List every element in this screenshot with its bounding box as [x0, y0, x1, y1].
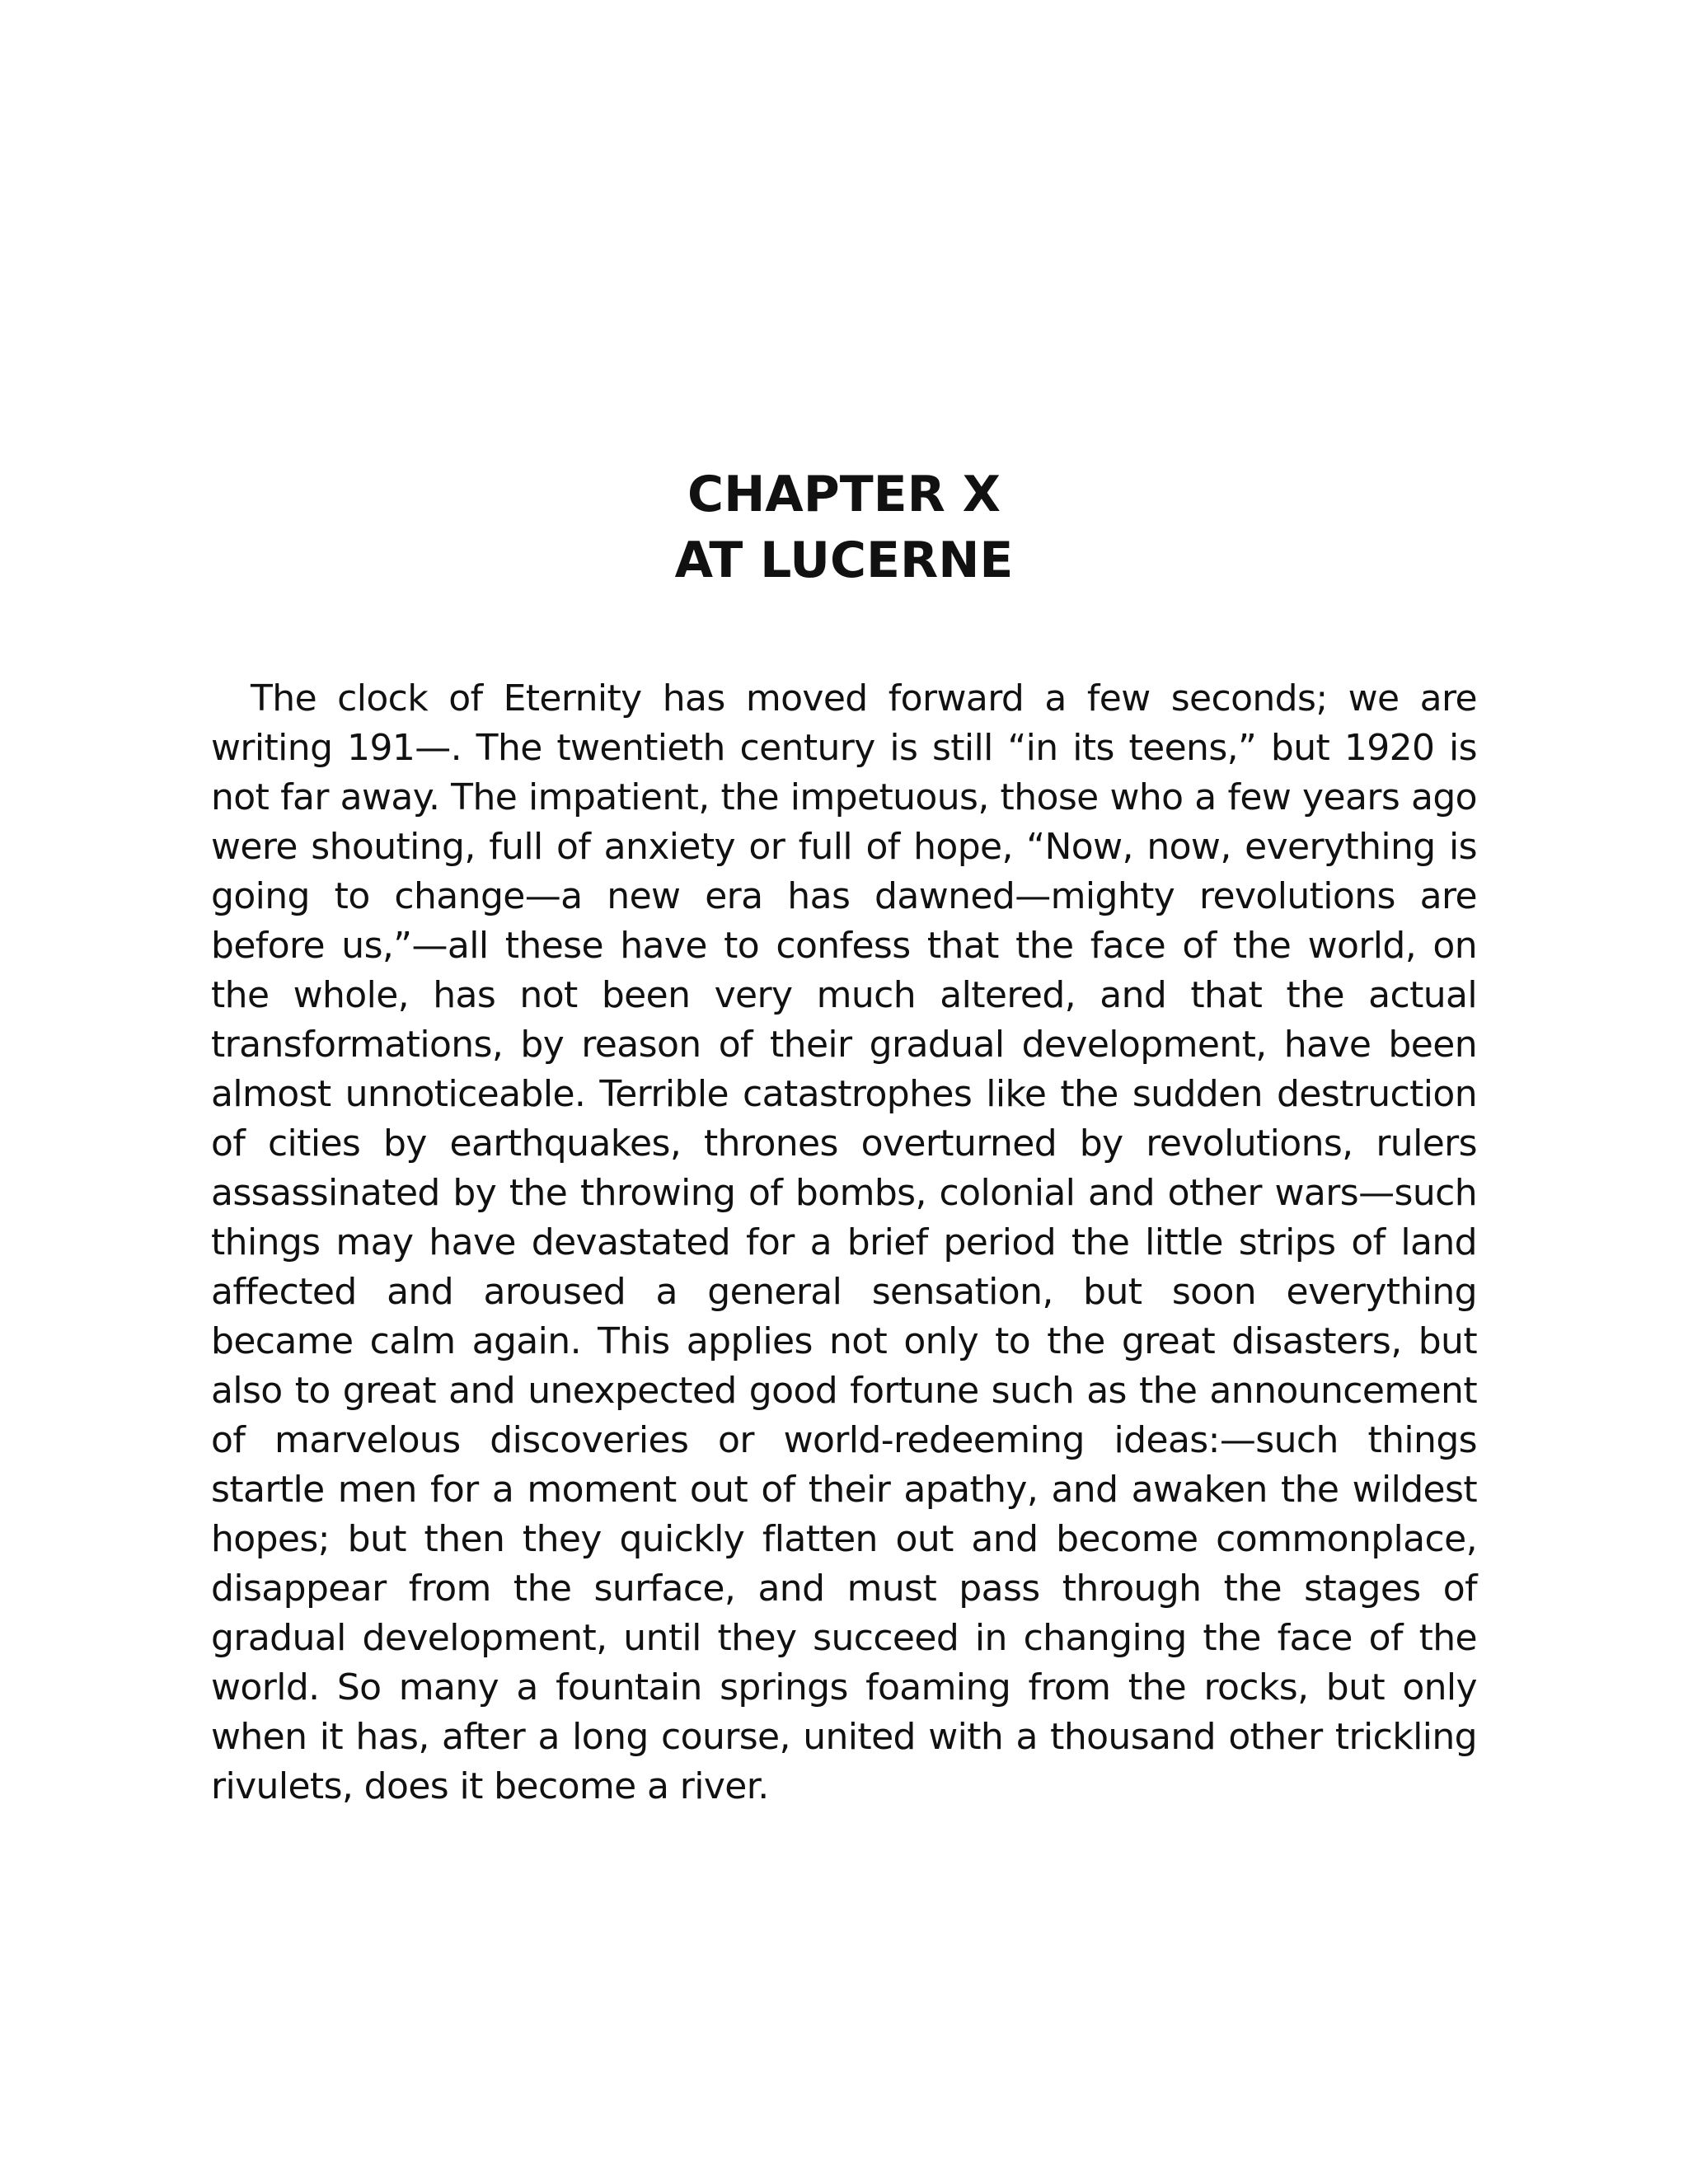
chapter-number: CHAPTER X	[687, 466, 1001, 523]
body-paragraph: The clock of Eternity has moved forward a few seconds; we are writing 191—. The twentieth century is still “in its teens,” but 1920 is not far away. The impatient, the impetuous, those who a few years ago were shouting, full of anxiety or full of hope, “Now, now, everything is going to change—a new era has dawned—mighty revolutions are before us,”—all these have to confess that the face of the world, on the whole, has not been very much altered, and that the actual transformations, by reason of their gradual development, have been almost unnoticeable. Terrible catastrophes like the sudden destruction of cities by earthquakes, thrones overturned by revolutions, rulers assassinated by the throwing of bombs, colonial and other wars—such things may have devastated for a brief period the little strips of land affected and aroused a general sensation, but soon everything became calm again. This applies not only to the great disasters, but also to great and unexpected good fortune such as the announcement of marvelous discoveries or world-redeeming ideas:—such things startle men for a moment out of their apathy, and awaken the wildest hopes; but then they quickly flatten out and become commonplace, disappear from the surface, and must pass through the stages of gradual development, until they succeed in changing the face of the world. So many a fountain springs foaming from the rocks, but only when it has, after a long course, united with a thousand other trickling rivulets, does it become a river.	[211, 677, 1477, 1807]
chapter-heading	[0, 462, 1688, 593]
chapter-title: AT LUCERNE	[674, 532, 1014, 589]
